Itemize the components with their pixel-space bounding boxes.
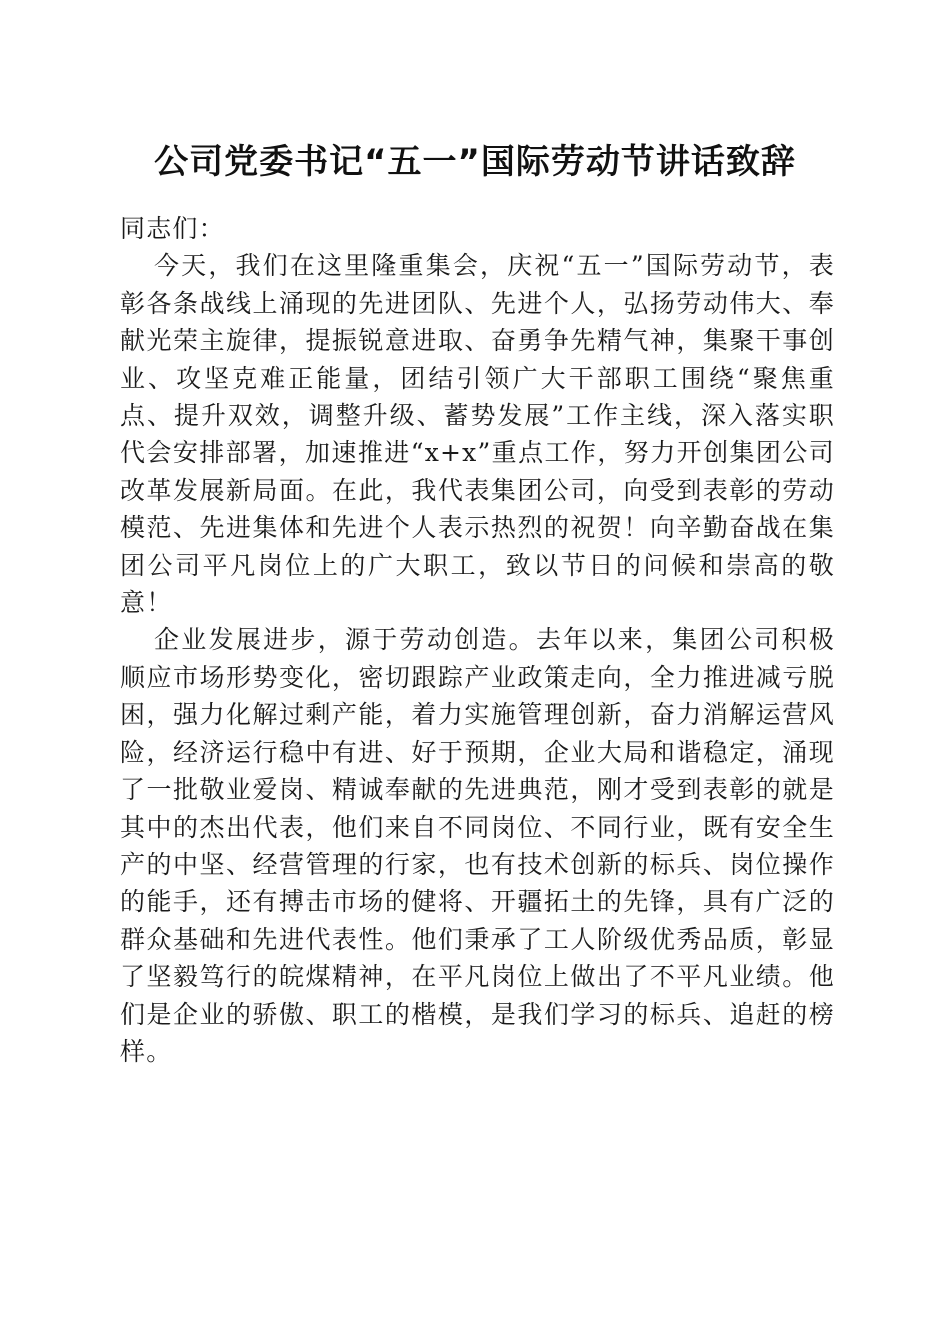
document-title: 公司党委书记“五一”国际劳动节讲话致辞 bbox=[154, 142, 796, 182]
paragraph-1: 今天，我们在这里隆重集会，庆祝“五一”国际劳动节，表彰各条战线上涌现的先进团队、先进个人，弘扬劳动伟大、奉献光荣主旋律，提振锐意进取、奋勇争先精气神，集聚干事创业、攻坚克难正能量，团结引领广大干部职工围绕“聚焦重点、提升双效，调整升级、蓄势发展”工作主线，深入落实职代会安排部署，加速推进“x+x”重点工作，努力开创集团公司改革发展新局面。在此，我代表集团公司，向受到表彰的劳动模范、先进集体和先进个人表示热烈的祝贺！向辛勤奋战在集团公司平凡岗位上的广大职工，致以节日的问候和崇高的敬意！ bbox=[120, 251, 835, 618]
document-body bbox=[120, 210, 835, 1070]
salutation: 同志们： bbox=[120, 214, 225, 243]
paragraph-2: 企业发展进步，源于劳动创造。去年以来，集团公司积极顺应市场形势变化，密切跟踪产业政策走向，全力推进减亏脱困，强力化解过剩产能，着力实施管理创新，奋力消解运营风险，经济运行稳中有进、好于预期，企业大局和谐稳定，涌现了一批敬业爱岗、精诚奉献的先进典范，刚才受到表彰的就是其中的杰出代表，他们来自不同岗位、不同行业，既有安全生产的中坚、经营管理的行家，也有技术创新的标兵、岗位操作的能手，还有搏击市场的健将、开疆拓土的先锋，具有广泛的群众基础和先进代表性。他们秉承了工人阶级优秀品质，彰显了坚毅笃行的皖煤精神，在平凡岗位上做出了不平凡业绩。他们是企业的骄傲、职工的楷模，是我们学习的标兵、追赶的榜样。 bbox=[120, 625, 835, 1066]
